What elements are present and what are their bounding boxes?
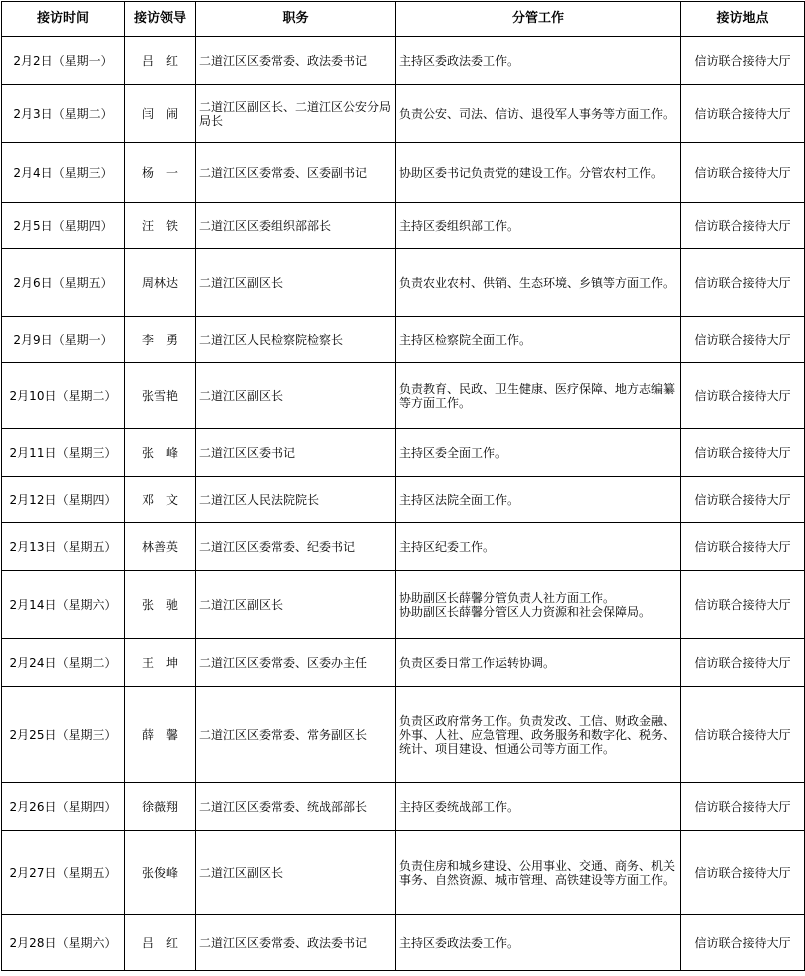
cell-date: 2月26日（星期四） (2, 783, 125, 831)
cell-leader: 周林达 (125, 249, 196, 317)
cell-place: 信访联合接待大厅 (681, 571, 805, 639)
cell-title: 二道江区副区长 (196, 363, 396, 429)
cell-place: 信访联合接待大厅 (681, 523, 805, 571)
cell-place: 信访联合接待大厅 (681, 639, 805, 687)
cell-date: 2月2日（星期一） (2, 37, 125, 85)
table-row (2, 429, 805, 477)
cell-work: 主持区委全面工作。 (396, 429, 681, 477)
cell-place: 信访联合接待大厅 (681, 363, 805, 429)
cell-date: 2月9日（星期一） (2, 317, 125, 363)
cell-place: 信访联合接待大厅 (681, 429, 805, 477)
cell-place: 信访联合接待大厅 (681, 143, 805, 203)
cell-title: 二道江区副区长 (196, 571, 396, 639)
header-leader: 接访领导 (125, 2, 196, 37)
table-row (2, 523, 805, 571)
table-row (2, 363, 805, 429)
reception-schedule-table (1, 1, 805, 971)
cell-place: 信访联合接待大厅 (681, 831, 805, 915)
cell-date: 2月14日（星期六） (2, 571, 125, 639)
cell-work: 协助副区长薛馨分管负责人社方面工作。 协助副区长薛馨分管区人力资源和社会保障局。 (396, 571, 681, 639)
cell-date: 2月13日（星期五） (2, 523, 125, 571)
table-row (2, 37, 805, 85)
cell-title: 二道江区区委常委、政法委书记 (196, 37, 396, 85)
table-row (2, 831, 805, 915)
cell-date: 2月12日（星期四） (2, 477, 125, 523)
cell-leader: 杨 一 (125, 143, 196, 203)
cell-leader: 李 勇 (125, 317, 196, 363)
cell-work: 主持区委组织部工作。 (396, 203, 681, 249)
cell-date: 2月5日（星期四） (2, 203, 125, 249)
cell-date: 2月10日（星期二） (2, 363, 125, 429)
cell-leader: 张 峰 (125, 429, 196, 477)
cell-date: 2月28日（星期六） (2, 915, 125, 971)
cell-work: 负责教育、民政、卫生健康、医疗保障、地方志编纂等方面工作。 (396, 363, 681, 429)
cell-work: 负责公安、司法、信访、退役军人事务等方面工作。 (396, 85, 681, 143)
cell-leader: 张雪艳 (125, 363, 196, 429)
table-row (2, 477, 805, 523)
table-row (2, 317, 805, 363)
cell-title: 二道江区区委常委、常务副区长 (196, 687, 396, 783)
cell-place: 信访联合接待大厅 (681, 37, 805, 85)
cell-leader: 薛 馨 (125, 687, 196, 783)
cell-date: 2月11日（星期三） (2, 429, 125, 477)
table-row (2, 915, 805, 971)
header-row (2, 2, 805, 37)
table-row (2, 203, 805, 249)
cell-place: 信访联合接待大厅 (681, 915, 805, 971)
table-row (2, 85, 805, 143)
cell-date: 2月4日（星期三） (2, 143, 125, 203)
cell-title: 二道江区副区长、二道江区公安分局局长 (196, 85, 396, 143)
table-body (2, 37, 805, 971)
header-place: 接访地点 (681, 2, 805, 37)
cell-title: 二道江区副区长 (196, 831, 396, 915)
cell-date: 2月27日（星期五） (2, 831, 125, 915)
cell-title: 二道江区人民检察院检察长 (196, 317, 396, 363)
cell-leader: 汪 铁 (125, 203, 196, 249)
table-row (2, 639, 805, 687)
cell-title: 二道江区区委常委、区委副书记 (196, 143, 396, 203)
cell-leader: 吕 红 (125, 915, 196, 971)
cell-work: 负责住房和城乡建设、公用事业、交通、商务、机关事务、自然资源、城市管理、高铁建设等方面工作。 (396, 831, 681, 915)
cell-leader: 张俊峰 (125, 831, 196, 915)
table-row (2, 143, 805, 203)
cell-title: 二道江区区委常委、政法委书记 (196, 915, 396, 971)
table-row (2, 571, 805, 639)
cell-date: 2月25日（星期三） (2, 687, 125, 783)
cell-title: 二道江区人民法院院长 (196, 477, 396, 523)
cell-work: 主持区纪委工作。 (396, 523, 681, 571)
cell-work: 负责农业农村、供销、生态环境、乡镇等方面工作。 (396, 249, 681, 317)
cell-place: 信访联合接待大厅 (681, 317, 805, 363)
cell-place: 信访联合接待大厅 (681, 85, 805, 143)
cell-title: 二道江区区委组织部部长 (196, 203, 396, 249)
cell-place: 信访联合接待大厅 (681, 687, 805, 783)
cell-place: 信访联合接待大厅 (681, 477, 805, 523)
cell-date: 2月3日（星期二） (2, 85, 125, 143)
cell-title: 二道江区副区长 (196, 249, 396, 317)
cell-title: 二道江区区委书记 (196, 429, 396, 477)
cell-work: 主持区法院全面工作。 (396, 477, 681, 523)
table-row (2, 249, 805, 317)
header-date: 接访时间 (2, 2, 125, 37)
cell-place: 信访联合接待大厅 (681, 203, 805, 249)
cell-leader: 徐薇翔 (125, 783, 196, 831)
cell-work: 主持区委统战部工作。 (396, 783, 681, 831)
cell-title: 二道江区区委常委、统战部部长 (196, 783, 396, 831)
cell-leader: 王 坤 (125, 639, 196, 687)
cell-work: 主持区检察院全面工作。 (396, 317, 681, 363)
cell-leader: 闫 闹 (125, 85, 196, 143)
cell-leader: 林善英 (125, 523, 196, 571)
cell-leader: 邓 文 (125, 477, 196, 523)
header-work: 分管工作 (396, 2, 681, 37)
cell-title: 二道江区区委常委、纪委书记 (196, 523, 396, 571)
header-title: 职务 (196, 2, 396, 37)
cell-title: 二道江区区委常委、区委办主任 (196, 639, 396, 687)
cell-date: 2月24日（星期二） (2, 639, 125, 687)
cell-place: 信访联合接待大厅 (681, 249, 805, 317)
cell-work: 负责区委日常工作运转协调。 (396, 639, 681, 687)
cell-date: 2月6日（星期五） (2, 249, 125, 317)
cell-work: 负责区政府常务工作。负责发改、工信、财政金融、外事、人社、应急管理、政务服务和数字化、税务、统计、项目建设、恒通公司等方面工作。 (396, 687, 681, 783)
cell-work: 主持区委政法委工作。 (396, 915, 681, 971)
table-row (2, 783, 805, 831)
cell-work: 主持区委政法委工作。 (396, 37, 681, 85)
table-row (2, 687, 805, 783)
cell-place: 信访联合接待大厅 (681, 783, 805, 831)
cell-leader: 吕 红 (125, 37, 196, 85)
cell-leader: 张 驰 (125, 571, 196, 639)
cell-work: 协助区委书记负责党的建设工作。分管农村工作。 (396, 143, 681, 203)
